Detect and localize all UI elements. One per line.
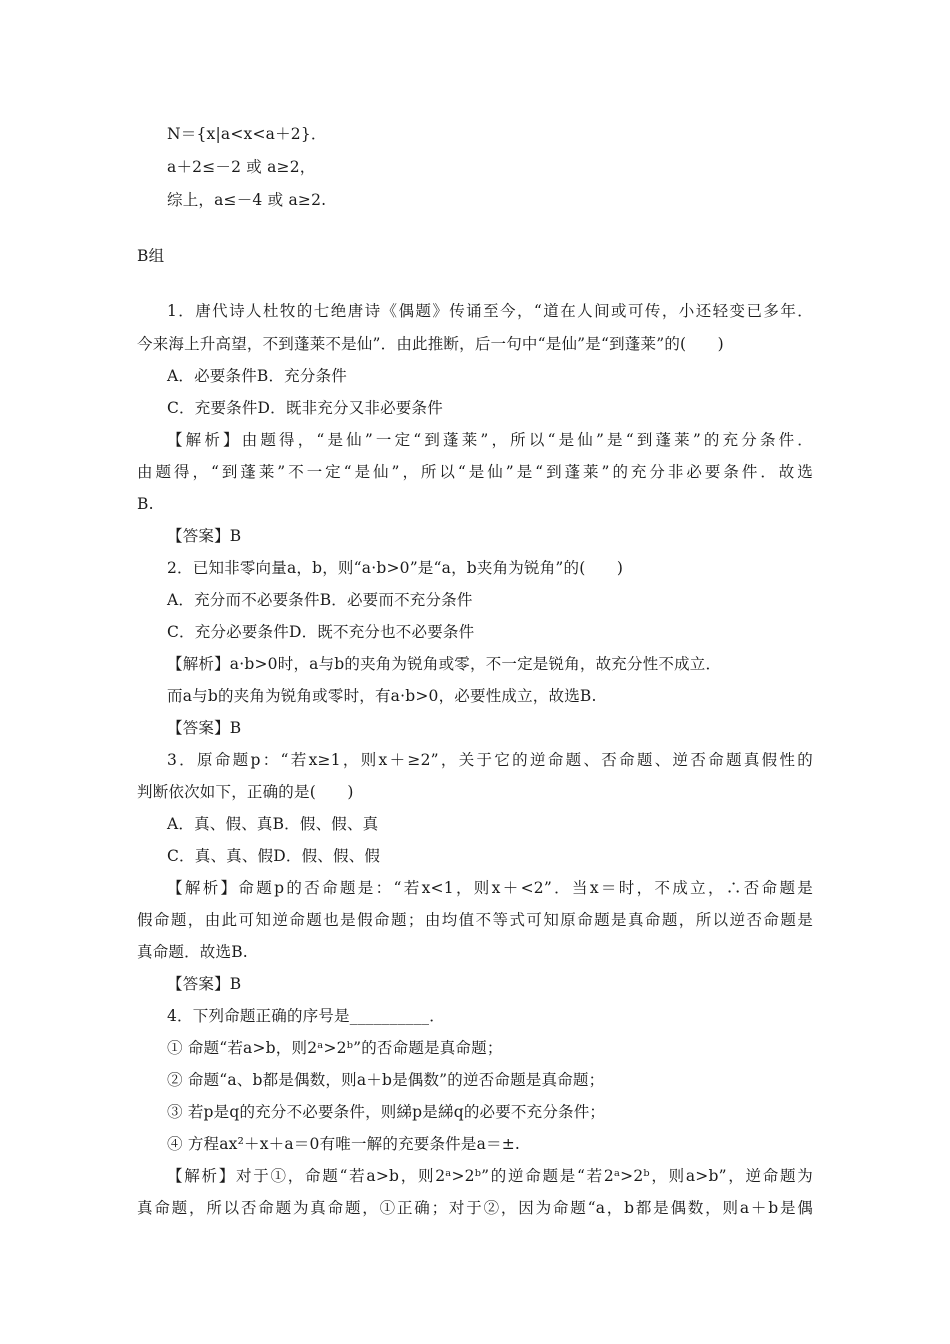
- q2-analysis-line-2: 而a与b的夹角为锐角或零时，有a·b>0，必要性成立，故选B.: [167, 687, 597, 705]
- q1-analysis-line-1: 【解析】由题得，“是仙”一定“到蓬莱”，所以“是仙”是“到蓬莱”的充分条件．: [167, 431, 813, 449]
- q4-item-4: ④ 方程ax²＋x＋a＝0有唯一解的充要条件是a＝±.: [167, 1135, 521, 1153]
- q1-options-cd: C．充要条件D．既非充分又非必要条件: [167, 399, 443, 417]
- q3-analysis-line-2: 假命题，由此可知逆命题也是假命题；由均值不等式可知原命题是真命题，所以逆否命题是: [137, 911, 813, 929]
- q1-options-ab: A．必要条件B．充分条件: [167, 367, 347, 385]
- q2-options-cd: C．充分必要条件D．既不充分也不必要条件: [167, 623, 475, 641]
- solution-line-set-n: N＝{x|a<x<a＋2}．: [167, 125, 327, 143]
- q4-item-3: ③ 若p是q的充分不必要条件，则綈p是綈q的必要不充分条件；: [167, 1103, 606, 1121]
- q3-answer: 【答案】B: [167, 975, 242, 993]
- q4-stem: 4．下列命题正确的序号是__________．: [167, 1007, 445, 1025]
- q4-item-1: ① 命题“若a>b，则2ᵃ>2ᵇ”的否命题是真命题；: [167, 1039, 503, 1057]
- q3-options-ab: A．真、假、真B．假、假、真: [167, 815, 379, 833]
- q1-analysis-line-3: B.: [137, 495, 154, 513]
- q1-stem-line-2: 今来海上升高望，不到蓬莱不是仙”．由此推断，后一句中“是仙”是“到蓬莱”的( ): [137, 335, 724, 353]
- q2-analysis-line-1: 【解析】a·b>0时，a与b的夹角为锐角或零，不一定是锐角，故充分性不成立．: [167, 655, 722, 673]
- q4-analysis-line-1: 【解析】对于①，命题“若a>b，则2ᵃ>2ᵇ”的逆命题是“若2ᵃ>2ᵇ，则a>b”，逆命题为: [167, 1167, 813, 1185]
- q3-analysis-line-1: 【解析】命题p的否命题是：“若x<1，则x＋<2”．当x＝时，不成立，∴否命题是: [167, 879, 813, 897]
- q2-answer: 【答案】B: [167, 719, 242, 737]
- q4-item-2: ② 命题“a、b都是偶数，则a＋b是偶数”的逆否命题是真命题；: [167, 1071, 605, 1089]
- q3-stem-line-2: 判断依次如下，正确的是( ): [137, 783, 354, 801]
- q2-stem: 2．已知非零向量a，b，则“a·b>0”是“a，b夹角为锐角”的( ): [167, 559, 624, 577]
- q2-options-ab: A．充分而不必要条件B．必要而不充分条件: [167, 591, 473, 609]
- q3-analysis-line-3: 真命题．故选B.: [137, 943, 248, 961]
- q1-answer: 【答案】B: [167, 527, 242, 545]
- q1-analysis-line-2: 由题得，“到蓬莱”不一定“是仙”，所以“是仙”是“到蓬莱”的充分非必要条件．故选: [137, 463, 813, 481]
- solution-line-conclusion: 综上，a≤－4 或 a≥2.: [167, 191, 327, 209]
- q3-stem-line-1: 3．原命题p：“若x≥1，则x＋≥2”，关于它的逆命题、否命题、逆否命题真假性的: [167, 751, 813, 769]
- q1-stem-line-1: 1．唐代诗人杜牧的七绝唐诗《偶题》传诵至今，“道在人间或可传，小还轻变已多年．: [167, 302, 813, 320]
- solution-line-condition: a＋2≤－2 或 a≥2，: [167, 158, 316, 176]
- q3-options-cd: C．真、真、假D．假、假、假: [167, 847, 381, 865]
- section-heading-b: B组: [137, 247, 165, 265]
- q4-analysis-line-2: 真命题，所以否命题为真命题，①正确；对于②，因为命题“a，b都是偶数，则a＋b是偶: [137, 1199, 813, 1217]
